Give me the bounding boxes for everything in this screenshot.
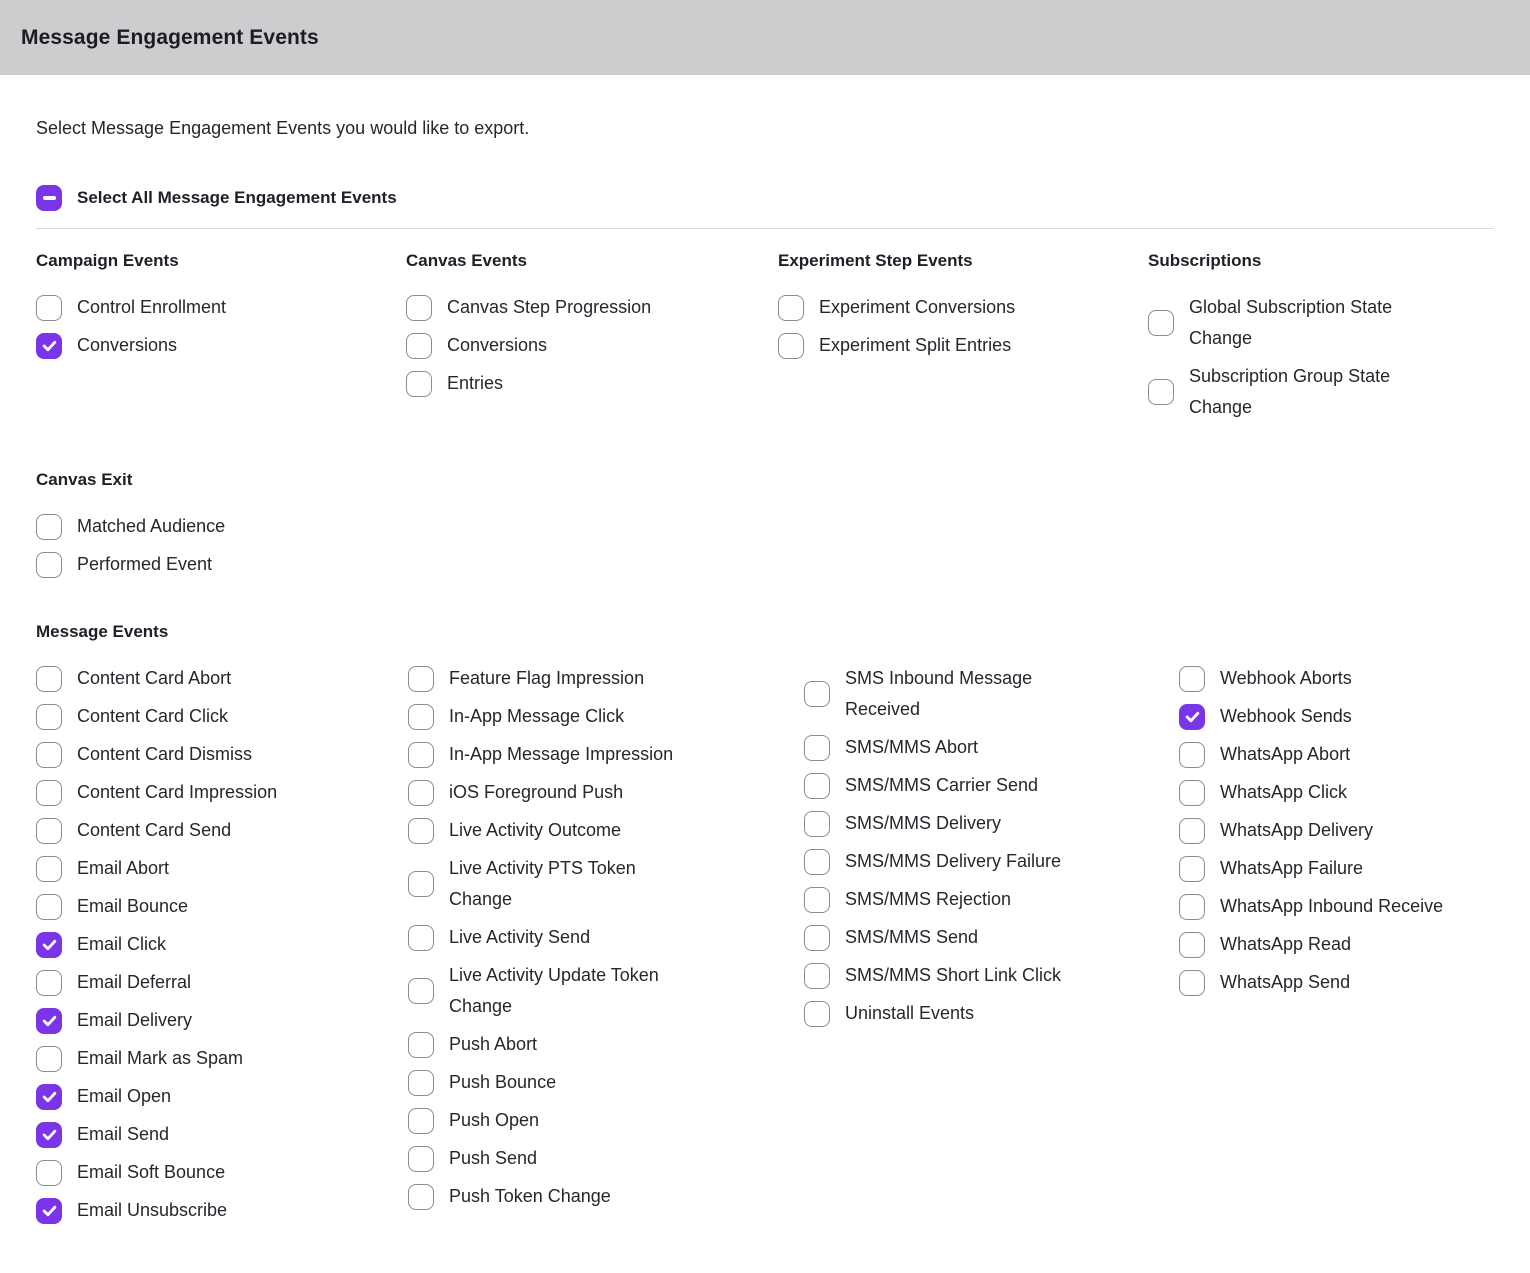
checkbox[interactable] — [408, 925, 434, 951]
checkbox[interactable] — [36, 295, 62, 321]
checkbox-item-webhook-aborts[interactable] — [1179, 663, 1494, 694]
checkbox-item-email-mark-as-spam[interactable] — [36, 1043, 408, 1074]
checkbox-item-entries[interactable] — [406, 368, 778, 399]
checkbox-item-performed-event[interactable] — [36, 549, 1494, 580]
checkbox-label: Subscription Group State Change — [1189, 366, 1391, 417]
checkbox-item-sms-inbound-message-received[interactable] — [804, 663, 1179, 725]
checkbox-item-push-open[interactable] — [408, 1105, 804, 1136]
checkbox-label: SMS/MMS Carrier Send — [845, 775, 1039, 795]
checkbox-item-push-send[interactable] — [408, 1143, 804, 1174]
checkbox[interactable] — [804, 925, 830, 951]
canvas-events-list — [406, 292, 778, 399]
checkbox-label: Push Bounce — [449, 1072, 557, 1092]
checkbox-label: Content Card Click — [77, 706, 229, 726]
check-icon — [42, 1015, 57, 1027]
section-title-canvas-exit: Canvas Exit — [36, 470, 133, 489]
checkbox[interactable] — [408, 1032, 434, 1058]
checkbox-item-control-enrollment[interactable] — [36, 292, 406, 323]
checkbox[interactable] — [36, 818, 62, 844]
checkbox-item-whatsapp-send[interactable] — [1179, 967, 1494, 998]
check-icon — [42, 340, 57, 352]
checkbox[interactable] — [36, 704, 62, 730]
checkbox-item-whatsapp-click[interactable] — [1179, 777, 1494, 808]
section-title-subscriptions: Subscriptions — [1148, 251, 1262, 270]
checkbox-item-in-app-message-impression[interactable] — [408, 739, 804, 770]
checkbox-label: In-App Message Impression — [449, 744, 674, 764]
canvas-exit-list — [36, 511, 1494, 580]
campaign-events-list — [36, 292, 406, 361]
checkbox-item-email-abort[interactable] — [36, 853, 408, 884]
checkbox-label: Experiment Conversions — [819, 297, 1016, 317]
checkbox-label: In-App Message Click — [449, 706, 625, 726]
checkbox-label: Webhook Sends — [1220, 706, 1352, 726]
checkbox[interactable] — [1179, 666, 1205, 692]
select-all-checkbox[interactable] — [36, 185, 62, 211]
checkbox-label: Live Activity Send — [449, 927, 591, 947]
checkbox-label: WhatsApp Delivery — [1220, 820, 1374, 840]
checkbox-item-push-abort[interactable] — [408, 1029, 804, 1060]
checkbox-label: Live Activity PTS Token Change — [449, 858, 636, 909]
checkbox-item-sms-mms-send[interactable] — [804, 922, 1179, 953]
checkbox-label: Email Delivery — [77, 1010, 193, 1030]
checkbox-label: Experiment Split Entries — [819, 335, 1012, 355]
checkbox-item-conversions[interactable] — [36, 330, 406, 361]
checkbox-label: Control Enrollment — [77, 297, 227, 317]
checkbox-item-content-card-send[interactable] — [36, 815, 408, 846]
page-header — [0, 0, 1530, 75]
checkbox[interactable] — [1179, 742, 1205, 768]
checkbox-item-experiment-conversions[interactable] — [778, 292, 1148, 323]
checkbox-item-live-activity-outcome[interactable] — [408, 815, 804, 846]
checkbox-item-email-unsubscribe[interactable] — [36, 1195, 408, 1226]
checkbox-label: SMS/MMS Send — [845, 927, 979, 947]
checkbox-label: Conversions — [77, 335, 178, 355]
checkbox[interactable] — [36, 894, 62, 920]
checkbox-label: SMS/MMS Rejection — [845, 889, 1012, 909]
checkbox-label: iOS Foreground Push — [449, 782, 624, 802]
checkbox-item-live-activity-update-token-change[interactable] — [408, 960, 804, 1022]
checkbox-item-sms-mms-delivery-failure[interactable] — [804, 846, 1179, 877]
checkbox-item-feature-flag-impression[interactable] — [408, 663, 804, 694]
checkbox-label: SMS/MMS Abort — [845, 737, 979, 757]
checkbox-label: WhatsApp Click — [1220, 782, 1348, 802]
intro-text: Select Message Engagement Events you would like to export. — [36, 118, 530, 138]
checkbox[interactable] — [406, 333, 432, 359]
checkbox[interactable] — [36, 970, 62, 996]
checkbox[interactable] — [36, 1008, 62, 1034]
checkbox-item-email-deferral[interactable] — [36, 967, 408, 998]
checkbox-label: Email Open — [77, 1086, 172, 1106]
section-campaign-events — [36, 251, 406, 430]
checkbox-item-content-card-impression[interactable] — [36, 777, 408, 808]
checkbox-item-email-send[interactable] — [36, 1119, 408, 1150]
checkbox[interactable] — [408, 1146, 434, 1172]
check-icon — [42, 1091, 57, 1103]
checkbox-item-sms-mms-abort[interactable] — [804, 732, 1179, 763]
checkbox[interactable] — [408, 1108, 434, 1134]
checkbox[interactable] — [1179, 704, 1205, 730]
checkbox-item-global-subscription-state-change[interactable] — [1148, 292, 1494, 354]
checkbox[interactable] — [1179, 932, 1205, 958]
checkbox-item-push-token-change[interactable] — [408, 1181, 804, 1212]
checkbox-label: Email Deferral — [77, 972, 192, 992]
checkbox-item-sms-mms-rejection[interactable] — [804, 884, 1179, 915]
checkbox-label: WhatsApp Read — [1220, 934, 1352, 954]
checkbox-label: WhatsApp Send — [1220, 972, 1351, 992]
checkbox-item-sms-mms-delivery[interactable] — [804, 808, 1179, 839]
checkbox-item-whatsapp-inbound-receive[interactable] — [1179, 891, 1494, 922]
checkbox-item-uninstall-events[interactable] — [804, 998, 1179, 1029]
check-icon — [1185, 711, 1200, 723]
select-all-row[interactable] — [36, 185, 1494, 211]
checkbox[interactable] — [36, 1198, 62, 1224]
message-events-column-2 — [408, 663, 804, 1233]
checkbox-label: Content Card Send — [77, 820, 232, 840]
minus-icon — [43, 196, 56, 200]
check-icon — [42, 1129, 57, 1141]
checkbox[interactable] — [36, 1046, 62, 1072]
checkbox-label: Live Activity Outcome — [449, 820, 622, 840]
checkbox-label: SMS Inbound Message Received — [845, 668, 1033, 719]
checkbox-item-sms-mms-short-link-click[interactable] — [804, 960, 1179, 991]
checkbox[interactable] — [408, 704, 434, 730]
event-category-grid — [36, 251, 1494, 430]
message-events-column-1 — [36, 663, 408, 1233]
checkbox[interactable] — [406, 371, 432, 397]
checkbox-item-content-card-click[interactable] — [36, 701, 408, 732]
checkbox-item-experiment-split-entries[interactable] — [778, 330, 1148, 361]
checkbox[interactable] — [804, 1001, 830, 1027]
checkbox[interactable] — [1148, 310, 1174, 336]
checkbox-item-content-card-abort[interactable] — [36, 663, 408, 694]
checkbox-item-email-delivery[interactable] — [36, 1005, 408, 1036]
checkbox-label: SMS/MMS Delivery — [845, 813, 1002, 833]
select-all-label: Select All Message Engagement Events — [77, 188, 397, 207]
checkbox-label: Email Unsubscribe — [77, 1200, 228, 1220]
checkbox[interactable] — [804, 887, 830, 913]
section-title-experiment-step-events: Experiment Step Events — [778, 251, 973, 270]
checkbox[interactable] — [1179, 856, 1205, 882]
checkbox-label: Content Card Dismiss — [77, 744, 253, 764]
checkbox[interactable] — [408, 871, 434, 897]
checkbox[interactable] — [804, 681, 830, 707]
checkbox-label: Canvas Step Progression — [447, 297, 652, 317]
checkbox-label: WhatsApp Abort — [1220, 744, 1351, 764]
checkbox[interactable] — [36, 856, 62, 882]
checkbox-item-matched-audience[interactable] — [36, 511, 1494, 542]
section-message-events — [36, 622, 1494, 1233]
section-canvas-events — [406, 251, 778, 430]
checkbox-label: Email Soft Bounce — [77, 1162, 226, 1182]
section-subscriptions — [1148, 251, 1494, 430]
checkbox-item-live-activity-pts-token-change[interactable] — [408, 853, 804, 915]
checkbox-label: WhatsApp Failure — [1220, 858, 1364, 878]
checkbox[interactable] — [408, 818, 434, 844]
checkbox[interactable] — [1148, 379, 1174, 405]
checkbox[interactable] — [408, 978, 434, 1004]
checkbox-item-sms-mms-carrier-send[interactable] — [804, 770, 1179, 801]
checkbox[interactable] — [804, 963, 830, 989]
page-title: Message Engagement Events — [21, 25, 319, 49]
checkbox-label: Push Send — [449, 1148, 538, 1168]
checkbox-label: Content Card Abort — [77, 668, 232, 688]
checkbox[interactable] — [36, 1160, 62, 1186]
experiment-step-events-list — [778, 292, 1148, 361]
checkbox[interactable] — [36, 932, 62, 958]
checkbox-label: Webhook Aborts — [1220, 668, 1352, 688]
checkbox-label: Email Abort — [77, 858, 170, 878]
checkbox-item-email-open[interactable] — [36, 1081, 408, 1112]
checkbox[interactable] — [36, 1084, 62, 1110]
checkbox-item-email-soft-bounce[interactable] — [36, 1157, 408, 1188]
checkbox-label: Email Send — [77, 1124, 170, 1144]
check-icon — [42, 1205, 57, 1217]
checkbox[interactable] — [1179, 970, 1205, 996]
checkbox-item-in-app-message-click[interactable] — [408, 701, 804, 732]
checkbox-item-email-click[interactable] — [36, 929, 408, 960]
checkbox[interactable] — [36, 666, 62, 692]
checkbox[interactable] — [1179, 894, 1205, 920]
check-icon — [42, 939, 57, 951]
checkbox[interactable] — [408, 780, 434, 806]
checkbox-label: SMS/MMS Short Link Click — [845, 965, 1062, 985]
checkbox[interactable] — [36, 742, 62, 768]
message-events-column-3 — [804, 663, 1179, 1233]
checkbox[interactable] — [778, 333, 804, 359]
checkbox-item-whatsapp-delivery[interactable] — [1179, 815, 1494, 846]
checkbox-label: SMS/MMS Delivery Failure — [845, 851, 1062, 871]
checkbox-item-push-bounce[interactable] — [408, 1067, 804, 1098]
checkbox-label: Live Activity Update Token Change — [449, 965, 659, 1016]
subscriptions-list — [1148, 292, 1494, 423]
checkbox-item-email-bounce[interactable] — [36, 891, 408, 922]
checkbox-label: Entries — [447, 373, 504, 393]
checkbox-item-canvas-step-progression[interactable] — [406, 292, 778, 323]
section-experiment-step-events — [778, 251, 1148, 430]
checkbox-item-webhook-sends[interactable] — [1179, 701, 1494, 732]
checkbox-label: Feature Flag Impression — [449, 668, 645, 688]
message-events-grid — [36, 663, 1494, 1233]
checkbox[interactable] — [1179, 818, 1205, 844]
section-title-message-events: Message Events — [36, 622, 169, 641]
section-title-canvas-events: Canvas Events — [406, 251, 527, 270]
checkbox-label: Email Mark as Spam — [77, 1048, 244, 1068]
checkbox[interactable] — [804, 811, 830, 837]
checkbox-item-whatsapp-failure[interactable] — [1179, 853, 1494, 884]
checkbox-label: Uninstall Events — [845, 1003, 975, 1023]
checkbox-label: Push Token Change — [449, 1186, 611, 1206]
checkbox[interactable] — [804, 849, 830, 875]
checkbox[interactable] — [804, 773, 830, 799]
message-events-column-4 — [1179, 663, 1494, 1233]
page-content — [0, 75, 1530, 1273]
checkbox-label: Content Card Impression — [77, 782, 278, 802]
checkbox[interactable] — [36, 1122, 62, 1148]
checkbox[interactable] — [408, 742, 434, 768]
checkbox-label: Email Bounce — [77, 896, 189, 916]
checkbox[interactable] — [36, 514, 62, 540]
checkbox[interactable] — [804, 735, 830, 761]
section-title-campaign-events: Campaign Events — [36, 251, 179, 270]
checkbox[interactable] — [1179, 780, 1205, 806]
checkbox-label: Push Open — [449, 1110, 540, 1130]
checkbox-label: Performed Event — [77, 554, 213, 574]
checkbox-label: Email Click — [77, 934, 167, 954]
checkbox[interactable] — [36, 552, 62, 578]
checkbox-label: Matched Audience — [77, 516, 226, 536]
checkbox-label: WhatsApp Inbound Receive — [1220, 896, 1444, 916]
checkbox-item-live-activity-send[interactable] — [408, 922, 804, 953]
checkbox-item-ios-foreground-push[interactable] — [408, 777, 804, 808]
checkbox[interactable] — [408, 666, 434, 692]
checkbox[interactable] — [36, 333, 62, 359]
checkbox-label: Push Abort — [449, 1034, 538, 1054]
checkbox[interactable] — [408, 1070, 434, 1096]
checkbox[interactable] — [406, 295, 432, 321]
checkbox-item-content-card-dismiss[interactable] — [36, 739, 408, 770]
checkbox-item-whatsapp-read[interactable] — [1179, 929, 1494, 960]
divider — [36, 228, 1494, 229]
checkbox-item-whatsapp-abort[interactable] — [1179, 739, 1494, 770]
checkbox[interactable] — [408, 1184, 434, 1210]
checkbox-label: Conversions — [447, 335, 548, 355]
checkbox-label: Global Subscription State Change — [1189, 297, 1393, 348]
checkbox[interactable] — [36, 780, 62, 806]
checkbox-item-conversions[interactable] — [406, 330, 778, 361]
checkbox[interactable] — [778, 295, 804, 321]
checkbox-item-subscription-group-state-change[interactable] — [1148, 361, 1494, 423]
section-canvas-exit — [36, 470, 1494, 580]
